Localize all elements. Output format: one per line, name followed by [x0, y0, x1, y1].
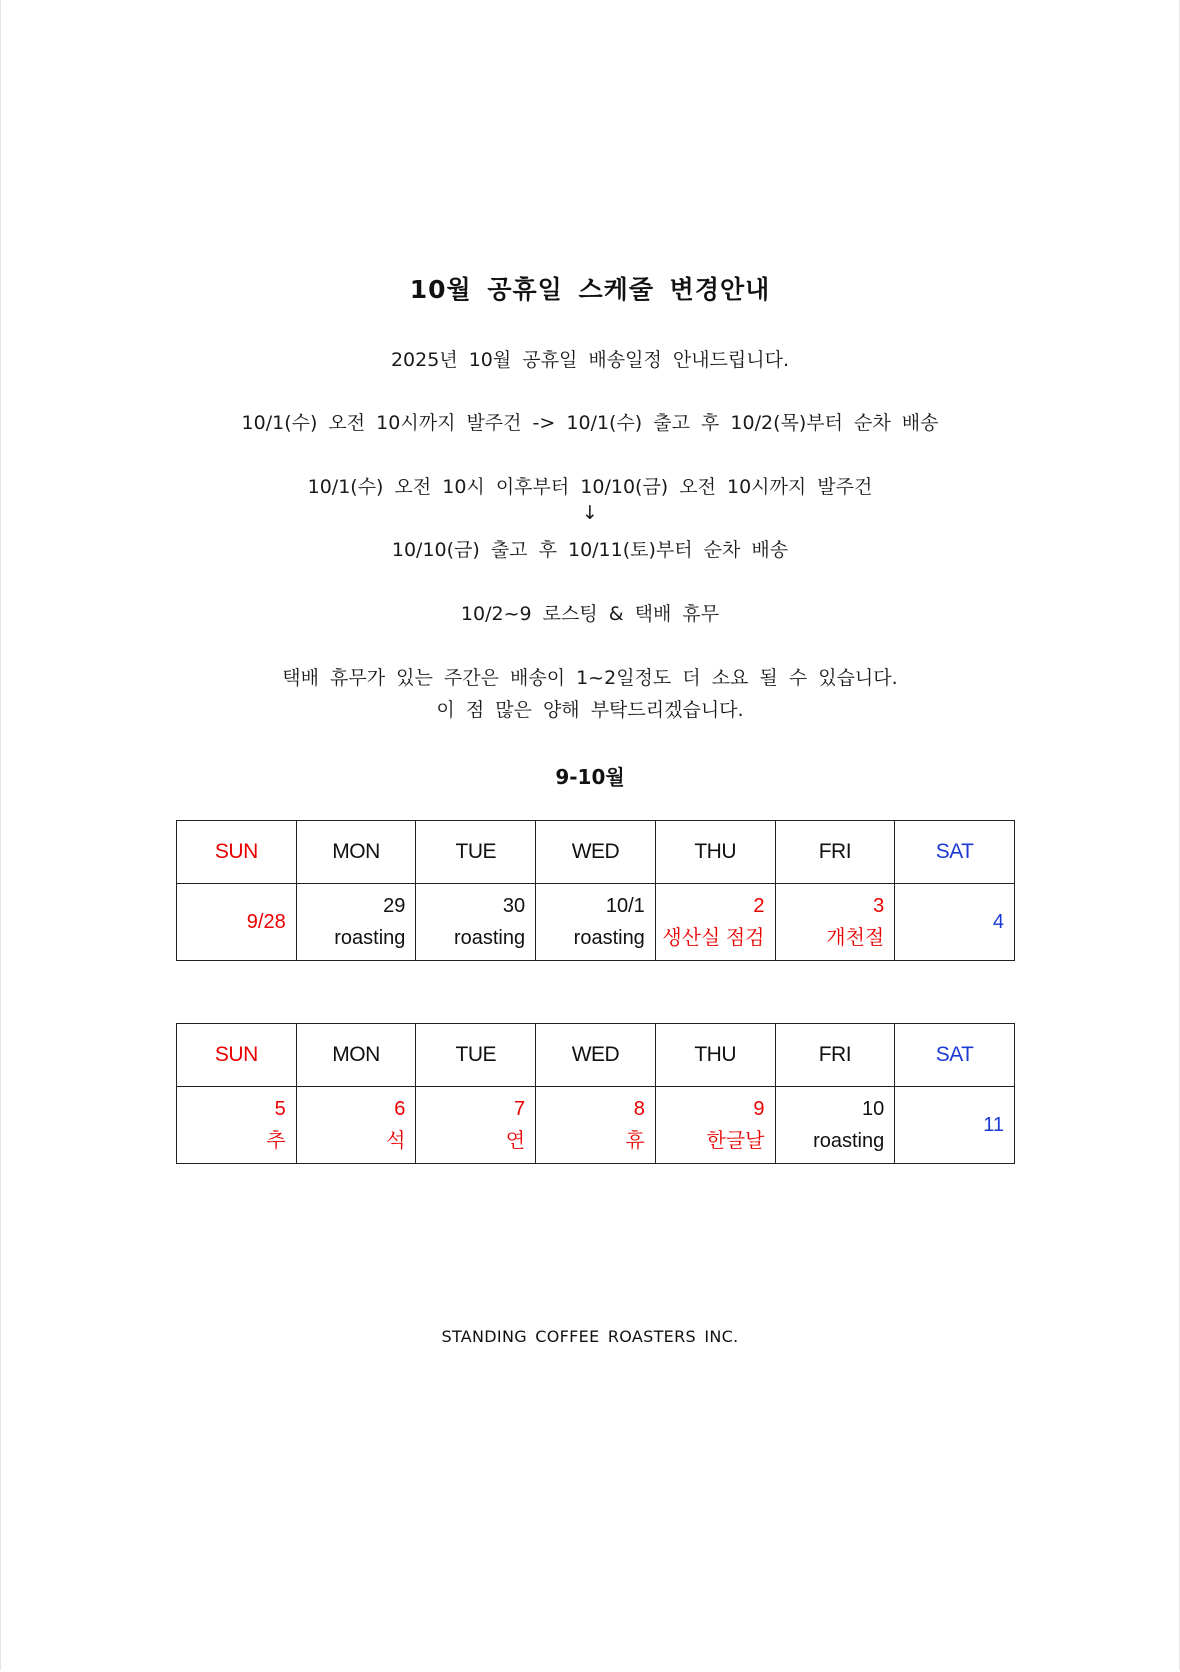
week-2-row [177, 1087, 1015, 1164]
day-note: roasting [813, 1130, 885, 1152]
weekday-header-row [177, 1024, 1015, 1087]
schedule-line-1: 10/1(수) 오전 10시까지 발주건 -> 10/1(수) 출고 후 10/2(목)부터 순차 배송 [241, 412, 939, 434]
day-number: 10/1 [605, 895, 645, 917]
closure-notice: 10/2~9 로스팅 & 택배 휴무 [460, 603, 720, 625]
day-note: 연 [505, 1130, 526, 1152]
week-1-row [177, 884, 1015, 961]
day-number: 7 [513, 1098, 526, 1120]
calendar-week-2 [176, 1023, 1015, 1164]
day-number: 10 [861, 1098, 885, 1120]
calendar-day-cell [416, 1087, 536, 1164]
calendar-day-cell [895, 1087, 1015, 1164]
weekday-fri: FRI [775, 1024, 895, 1087]
apology-notice: 이 점 많은 양해 부탁드리겠습니다. [436, 699, 744, 721]
weekday-sat: SAT [895, 1024, 1015, 1087]
weekday-wed: WED [536, 1024, 656, 1087]
company-footer: STANDING COFFEE ROASTERS INC. [441, 1327, 739, 1346]
calendar-day-cell [296, 884, 416, 961]
weekday-sun: SUN [177, 1024, 297, 1087]
page-title: 10월 공휴일 스케줄 변경안내 [409, 275, 771, 304]
day-note: 개천절 [826, 927, 885, 949]
day-note: roasting [573, 927, 645, 949]
calendar-day-cell [416, 884, 536, 961]
schedule-line-2a: 10/1(수) 오전 10시 이후부터 10/10(금) 오전 10시까지 발주건 [307, 476, 873, 498]
day-number: 9 [753, 1098, 765, 1120]
day-number: 6 [394, 1098, 406, 1120]
weekday-thu: THU [655, 1024, 775, 1087]
delay-notice: 택배 휴무가 있는 주간은 배송이 1~2일정도 더 소요 될 수 있습니다. [282, 667, 898, 689]
day-number: 4 [992, 911, 1004, 933]
calendar-day-cell [775, 884, 895, 961]
weekday-mon: MON [296, 821, 416, 884]
weekday-tue: TUE [416, 1024, 536, 1087]
day-note: 생산실 점검 [662, 927, 765, 949]
calendar-caption: 9-10월 [555, 765, 625, 789]
day-number: 9/28 [246, 911, 286, 933]
day-number: 11 [983, 1114, 1004, 1136]
weekday-sun: SUN [177, 821, 297, 884]
weekday-header-row [177, 821, 1015, 884]
day-note: 추 [266, 1130, 286, 1152]
day-number: 5 [274, 1098, 286, 1120]
day-number: 2 [753, 895, 765, 917]
day-note: 한글날 [706, 1130, 765, 1152]
calendar-day-cell [775, 1087, 895, 1164]
calendar-day-cell [655, 884, 775, 961]
weekday-tue: TUE [416, 821, 536, 884]
weekday-sat: SAT [895, 821, 1015, 884]
calendar-day-cell [296, 1087, 416, 1164]
day-number: 30 [502, 895, 526, 917]
day-number: 3 [873, 895, 885, 917]
weekday-fri: FRI [775, 821, 895, 884]
weekday-thu: THU [655, 821, 775, 884]
calendar-day-cell [655, 1087, 775, 1164]
day-note: 휴 [625, 1130, 645, 1152]
calendar-day-cell [536, 884, 656, 961]
day-note: roasting [334, 927, 406, 949]
calendar-week-1 [176, 820, 1015, 961]
calendar-day-cell [177, 1087, 297, 1164]
day-number: 8 [633, 1098, 645, 1120]
weekday-wed: WED [536, 821, 656, 884]
weekday-mon: MON [296, 1024, 416, 1087]
intro-text: 2025년 10월 공휴일 배송일정 안내드립니다. [390, 349, 790, 371]
down-arrow-icon: ↓ [582, 502, 598, 524]
calendar-day-cell [895, 884, 1015, 961]
calendar-day-cell [536, 1087, 656, 1164]
calendar-day-cell [177, 884, 297, 961]
day-number: 29 [383, 895, 406, 917]
day-note: 석 [386, 1130, 406, 1152]
day-note: roasting [453, 927, 526, 949]
schedule-line-2b: 10/10(금) 출고 후 10/11(토)부터 순차 배송 [391, 539, 789, 561]
